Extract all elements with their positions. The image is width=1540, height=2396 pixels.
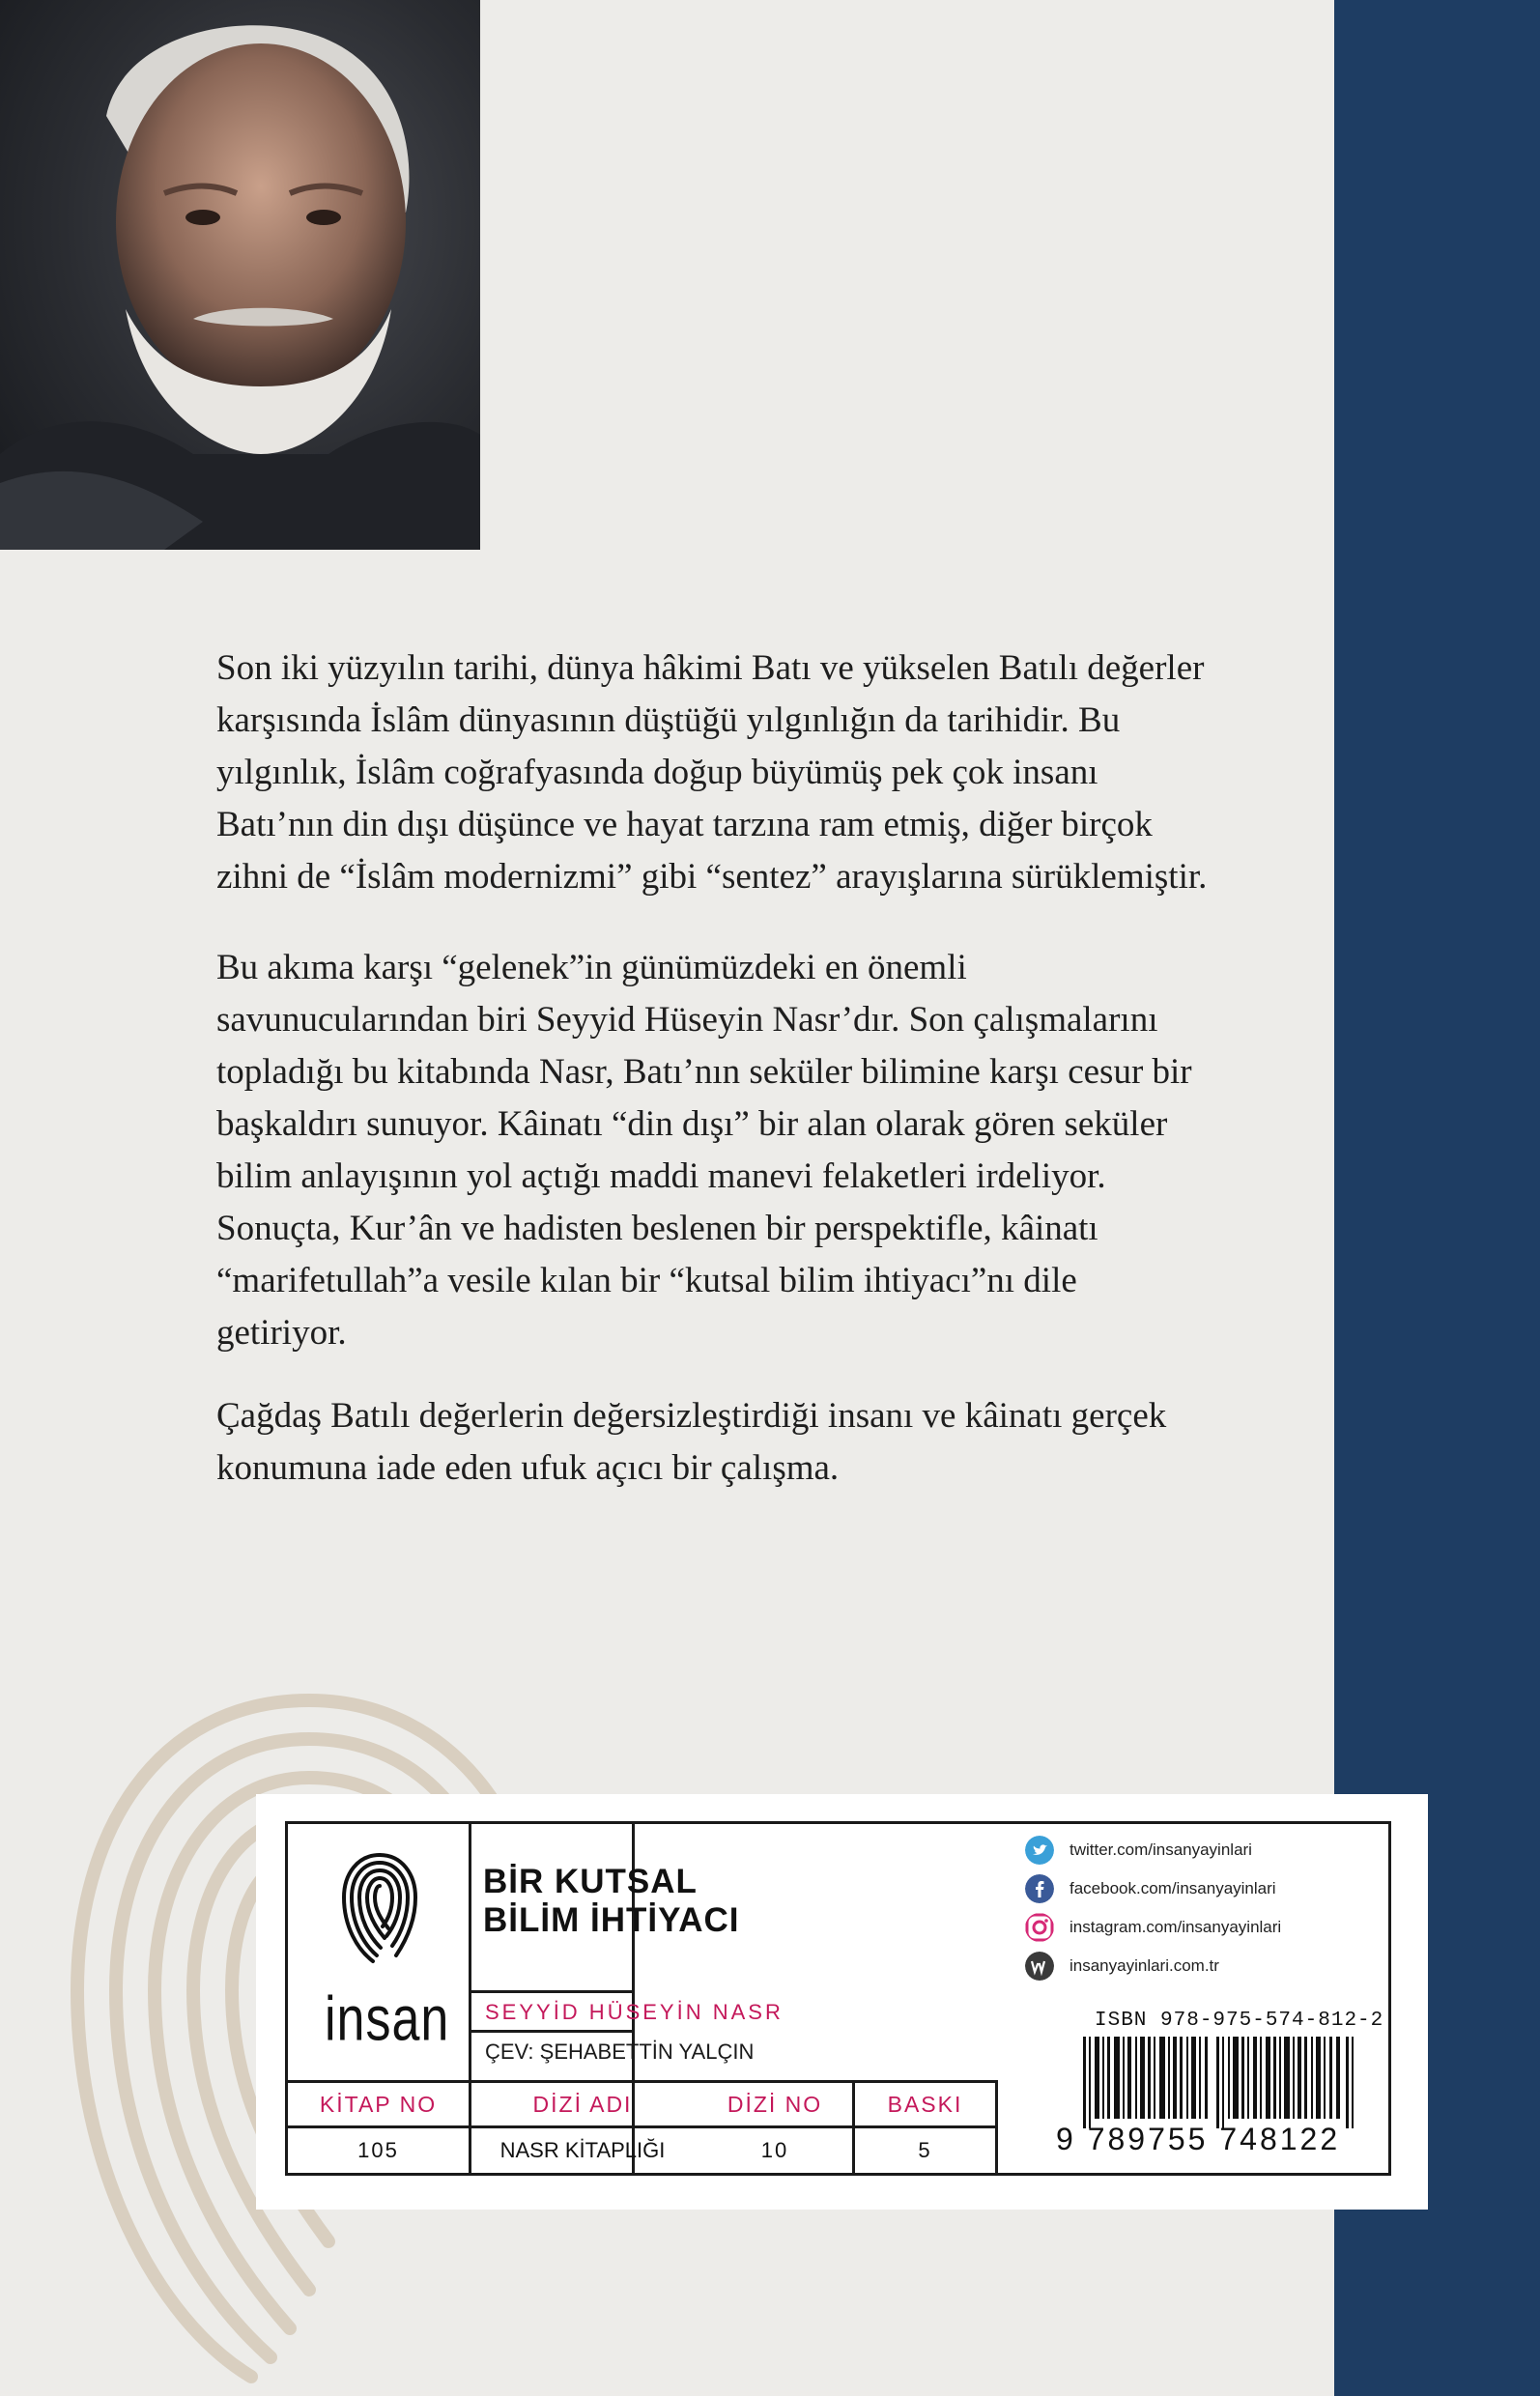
social-web <box>1025 1950 1219 1982</box>
value-dizi-no: 10 <box>760 2138 789 2162</box>
portrait-illustration <box>0 0 480 550</box>
book-title: BİR KUTSAL BİLİM İHTİYACI <box>483 1863 740 1939</box>
isbn-number: ISBN 978-975-574-812-2 <box>1095 2010 1384 2032</box>
publisher-logo <box>288 1824 469 2080</box>
blurb-paragraph: Çağdaş Batılı değerlerin değersizleştirdiği insanı ve kâinatı gerçek konumuna iade eden ufuk açıcı bir çalışma. <box>216 1396 1167 1488</box>
facebook-link[interactable]: facebook.com/insanyayinlari <box>1069 1879 1276 1897</box>
facebook-icon <box>1025 1874 1054 1903</box>
fingerprint-logo-icon <box>338 1849 421 1965</box>
publisher-logo-text: insan <box>325 1983 450 2055</box>
social-twitter <box>1025 1834 1252 1867</box>
title-cell <box>471 1863 839 1979</box>
social-instagram <box>1025 1911 1281 1944</box>
translator-name: ÇEV: ŞEHABETTİN YALÇIN <box>485 2039 755 2064</box>
header-dizi-no: DİZİ NO <box>727 2092 823 2117</box>
twitter-icon <box>1025 1836 1054 1865</box>
value-baski: 5 <box>918 2138 932 2162</box>
social-and-isbn <box>998 1824 1388 2173</box>
web-icon <box>1025 1952 1054 1981</box>
header-baski: BASKI <box>887 2092 963 2117</box>
header-kitap-no: KİTAP NO <box>319 2092 438 2117</box>
instagram-icon <box>1025 1913 1054 1942</box>
author-portrait <box>0 0 480 550</box>
info-grid <box>285 1821 1391 2176</box>
barcode <box>1083 2037 1363 2128</box>
value-dizi-adi: NASR KİTAPLIĞI <box>499 2138 666 2162</box>
back-cover-blurb <box>216 642 1212 1533</box>
instagram-link[interactable]: instagram.com/insanyayinlari <box>1069 1918 1282 1936</box>
ean-digits: 9 789755 748122 <box>1056 2122 1341 2156</box>
website-link[interactable]: insanyayinlari.com.tr <box>1069 1956 1219 1975</box>
twitter-link[interactable]: twitter.com/insanyayinlari <box>1069 1840 1252 1859</box>
book-info-label <box>256 1794 1428 2210</box>
social-facebook <box>1025 1872 1276 1905</box>
value-kitap-no: 105 <box>357 2138 399 2162</box>
blurb-paragraph: Son iki yüzyılın tarihi, dünya hâkimi Batı ve yükselen Batılı değerler karşısında İslâm dünyasının düştüğü yılgınlığın da tarihidir. Bu yılgınlık, İslâm coğrafyasında doğup büyümüş pek çok insanı Batı’nın din dışı düşünce ve hayat tarzına ram etmiş, diğer birçok zihni de “İslâm modernizmi” gibi “sentez” arayışlarına sürüklemiştir. <box>216 648 1208 897</box>
author-name: SEYYİD HÜSEYİN NASR <box>485 2000 784 2024</box>
header-dizi-adi: DİZİ ADI <box>532 2092 633 2117</box>
blurb-paragraph: Bu akıma karşı “gelenek”in günümüzdeki en önemli savunucularından biri Seyyid Hüseyin Nasr’dır. Son çalışmalarını topladığı bu kitabında Nasr, Batı’nın seküler bilimine karşı cesur bir başkaldırı sunuyor. Kâinatı “din dışı” bir alan olarak gören seküler bilim anlayışının yol açtığı maddi manevi felaketleri irdeliyor. Sonuçta, Kur’ân ve hadisten beslenen bir perspektifle, kâinatı “marifetullah”a vesile kılan bir “kutsal bilim ihtiyacı”nı dile getiriyor. <box>216 948 1192 1353</box>
